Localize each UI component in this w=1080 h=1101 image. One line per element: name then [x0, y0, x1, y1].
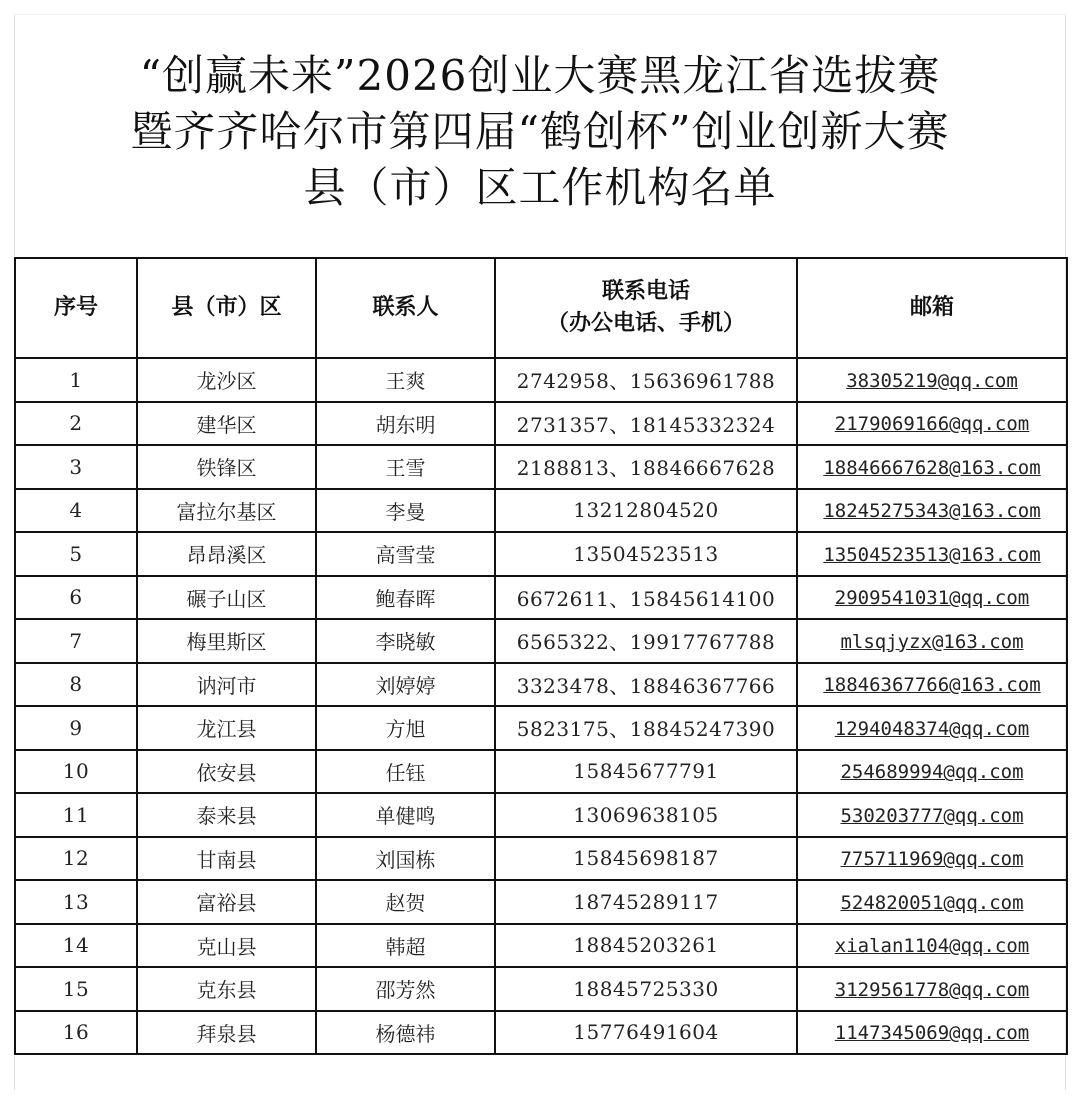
header-district: 县（市）区: [137, 258, 316, 358]
table-body: [15, 358, 1067, 1054]
row-index: 12: [15, 837, 137, 881]
table-row: [15, 576, 1067, 620]
row-contact: 任钰: [316, 750, 495, 794]
table-row: [15, 967, 1067, 1011]
row-index: 16: [15, 1011, 137, 1055]
row-contact: 李曼: [316, 489, 495, 533]
row-contact: 王爽: [316, 358, 495, 402]
row-contact: 高雪莹: [316, 532, 495, 576]
row-index: 2: [15, 402, 137, 446]
row-index: 4: [15, 489, 137, 533]
email-link[interactable]: xialan1104@qq.com: [834, 935, 1030, 958]
row-email-cell: [797, 793, 1067, 837]
row-email-cell: [797, 967, 1067, 1011]
row-phone: 6565322、19917767788: [495, 619, 797, 663]
row-phone: 13212804520: [495, 489, 797, 533]
table-row: [15, 402, 1067, 446]
row-district: 依安县: [137, 750, 316, 794]
table-row: [15, 880, 1067, 924]
header-index: 序号: [15, 258, 137, 358]
table-row: [15, 837, 1067, 881]
email-link[interactable]: 18846667628@163.com: [823, 456, 1041, 479]
row-email-cell: [797, 663, 1067, 707]
email-link[interactable]: 530203777@qq.com: [840, 804, 1024, 827]
row-contact: 方旭: [316, 706, 495, 750]
row-email-cell: [797, 532, 1067, 576]
table-row: [15, 793, 1067, 837]
row-phone: 6672611、15845614100: [495, 576, 797, 620]
row-phone: 15776491604: [495, 1011, 797, 1055]
row-contact: 胡东明: [316, 402, 495, 446]
row-phone: 5823175、18845247390: [495, 706, 797, 750]
row-district: 讷河市: [137, 663, 316, 707]
contacts-table: [14, 257, 1068, 1055]
row-district: 龙沙区: [137, 358, 316, 402]
row-email-cell: [797, 1011, 1067, 1055]
row-email-cell: [797, 837, 1067, 881]
row-email-cell: [797, 358, 1067, 402]
row-index: 14: [15, 924, 137, 968]
row-district: 龙江县: [137, 706, 316, 750]
row-email-cell: [797, 402, 1067, 446]
row-email-cell: [797, 445, 1067, 489]
row-district: 梅里斯区: [137, 619, 316, 663]
row-contact: 杨德祎: [316, 1011, 495, 1055]
row-district: 克东县: [137, 967, 316, 1011]
header-email: 邮箱: [797, 258, 1067, 358]
row-index: 3: [15, 445, 137, 489]
email-link[interactable]: mlsqjyzx@163.com: [840, 630, 1024, 653]
header-contact: 联系人: [316, 258, 495, 358]
title-line-2: 暨齐齐哈尔市第四届“鹤创杯”创业创新大赛: [130, 107, 950, 156]
email-link[interactable]: 13504523513@163.com: [823, 543, 1041, 566]
table-row: [15, 706, 1067, 750]
row-district: 碾子山区: [137, 576, 316, 620]
row-email-cell: [797, 750, 1067, 794]
row-phone: 18745289117: [495, 880, 797, 924]
table-row: [15, 358, 1067, 402]
row-phone: 13069638105: [495, 793, 797, 837]
header-phone-line2: （办公电话、手机）: [546, 311, 745, 336]
row-index: 13: [15, 880, 137, 924]
email-link[interactable]: 38305219@qq.com: [846, 369, 1018, 392]
document-title: [14, 48, 1066, 216]
row-phone: 2731357、18145332324: [495, 402, 797, 446]
row-index: 10: [15, 750, 137, 794]
row-district: 拜泉县: [137, 1011, 316, 1055]
table-row: [15, 489, 1067, 533]
table-row: [15, 1011, 1067, 1055]
table-row: [15, 619, 1067, 663]
row-index: 15: [15, 967, 137, 1011]
row-contact: 刘婷婷: [316, 663, 495, 707]
row-contact: 刘国栋: [316, 837, 495, 881]
title-line-3: 县（市）区工作机构名单: [303, 163, 777, 212]
row-district: 克山县: [137, 924, 316, 968]
table-row: [15, 532, 1067, 576]
title-line-1: “创赢未来”2026创业大赛黑龙江省选拔赛: [139, 51, 941, 100]
row-district: 甘南县: [137, 837, 316, 881]
row-contact: 李晓敏: [316, 619, 495, 663]
row-index: 5: [15, 532, 137, 576]
email-link[interactable]: 524820051@qq.com: [840, 891, 1024, 914]
table-header-row: [15, 258, 1067, 358]
row-contact: 赵贺: [316, 880, 495, 924]
row-phone: 18845203261: [495, 924, 797, 968]
row-phone: 18845725330: [495, 967, 797, 1011]
email-link[interactable]: 1147345069@qq.com: [834, 1022, 1030, 1045]
row-contact: 鲍春晖: [316, 576, 495, 620]
row-index: 6: [15, 576, 137, 620]
row-email-cell: [797, 489, 1067, 533]
table-row: [15, 750, 1067, 794]
row-phone: 13504523513: [495, 532, 797, 576]
row-district: 昂昂溪区: [137, 532, 316, 576]
header-phone-line1: 联系电话: [601, 279, 690, 304]
row-email-cell: [797, 924, 1067, 968]
table-row: [15, 924, 1067, 968]
row-email-cell: [797, 880, 1067, 924]
header-phone: [495, 258, 797, 358]
row-district: 泰来县: [137, 793, 316, 837]
row-phone: 3323478、18846367766: [495, 663, 797, 707]
email-link[interactable]: 18245275343@163.com: [823, 500, 1041, 523]
row-index: 8: [15, 663, 137, 707]
email-link[interactable]: 2179069166@qq.com: [834, 413, 1030, 436]
row-contact: 韩超: [316, 924, 495, 968]
row-email-cell: [797, 576, 1067, 620]
row-contact: 王雪: [316, 445, 495, 489]
row-district: 铁锋区: [137, 445, 316, 489]
row-index: 11: [15, 793, 137, 837]
row-index: 7: [15, 619, 137, 663]
row-phone: 15845698187: [495, 837, 797, 881]
row-contact: 单健鸣: [316, 793, 495, 837]
email-link[interactable]: 1294048374@qq.com: [834, 717, 1030, 740]
row-phone: 15845677791: [495, 750, 797, 794]
row-email-cell: [797, 706, 1067, 750]
email-link[interactable]: 254689994@qq.com: [840, 761, 1024, 784]
email-link[interactable]: 2909541031@qq.com: [834, 587, 1030, 610]
email-link[interactable]: 775711969@qq.com: [840, 848, 1024, 871]
row-phone: 2742958、15636961788: [495, 358, 797, 402]
table-row: [15, 663, 1067, 707]
row-email-cell: [797, 619, 1067, 663]
row-phone: 2188813、18846667628: [495, 445, 797, 489]
row-district: 富拉尔基区: [137, 489, 316, 533]
row-district: 富裕县: [137, 880, 316, 924]
row-index: 9: [15, 706, 137, 750]
table-row: [15, 445, 1067, 489]
row-contact: 邵芳然: [316, 967, 495, 1011]
email-link[interactable]: 18846367766@163.com: [823, 674, 1041, 697]
row-index: 1: [15, 358, 137, 402]
row-district: 建华区: [137, 402, 316, 446]
email-link[interactable]: 3129561778@qq.com: [834, 978, 1030, 1001]
